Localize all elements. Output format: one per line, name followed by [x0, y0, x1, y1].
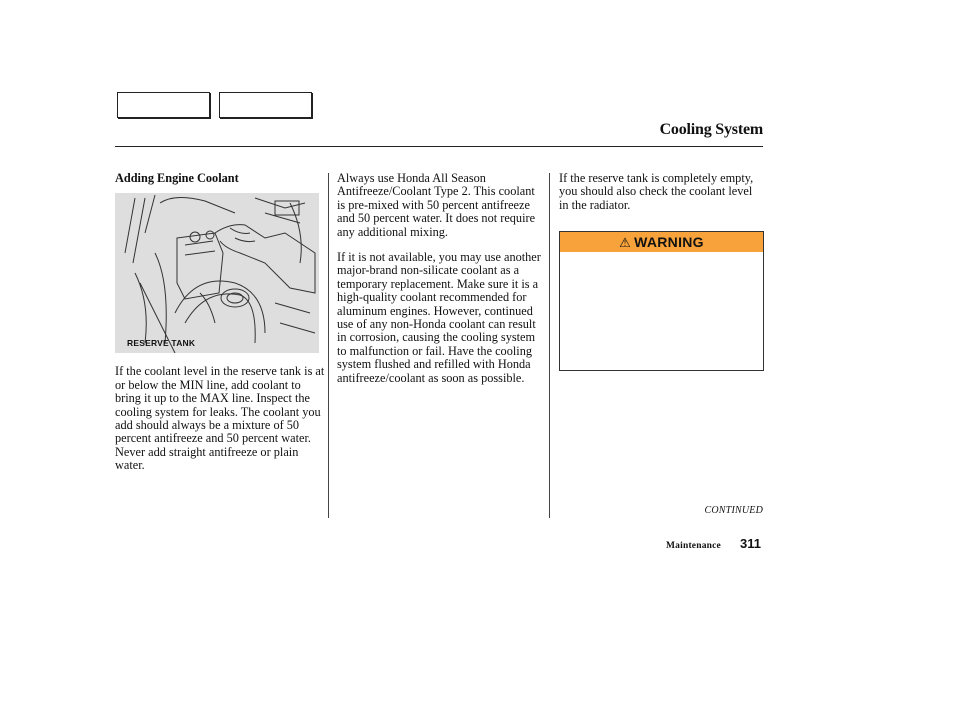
column-3 [559, 172, 764, 371]
section-heading: Adding Engine Coolant [115, 171, 239, 185]
body-paragraph: If the reserve tank is completely empty, you should also check the coolant level in the radiator. [559, 171, 754, 212]
page-number: 311 [740, 536, 761, 551]
column-2 [337, 172, 545, 397]
nav-button-2[interactable] [219, 92, 312, 118]
column-divider [328, 173, 329, 518]
warning-triangle-icon: ⚠ [619, 234, 632, 250]
engine-bay-drawing [115, 193, 319, 353]
warning-header [560, 232, 763, 252]
warning-box [559, 231, 764, 371]
column-1 [115, 172, 325, 485]
figure-label: RESERVE TANK [127, 338, 196, 348]
continued-label: CONTINUED [704, 505, 763, 516]
column-divider [549, 173, 550, 518]
body-paragraph: If it is not available, you may use another major-brand non-silicate coolant as a temporary replacement. Make sure it is a high-quality coolant recommended for aluminum engines. However, continued use of any non-Honda coolant can result in corrosion, causing the cooling system to malfunction or fail. Have the cooling system flushed and refilled with Honda antifreeze/coolant as soon as possible. [337, 250, 541, 385]
header-rule [115, 146, 763, 147]
nav-button-1[interactable] [117, 92, 210, 118]
body-paragraph: Always use Honda All Season Antifreeze/Coolant Type 2. This coolant is pre-mixed with 50 percent antifreeze and 50 percent water. It does not require any additional mixing. [337, 171, 536, 239]
warning-label: WARNING [634, 233, 704, 250]
page-title: Cooling System [659, 121, 763, 138]
body-paragraph: If the coolant level in the reserve tank is at or below the MIN line, add coolant to bring it up to the MAX line. Inspect the cooling system for leaks. The coolant you add should always be a mixture of 50 percent antifreeze and 50 percent water. Never add straight antifreeze or plain water. [115, 364, 325, 473]
footer-section-name: Maintenance [666, 541, 721, 551]
reserve-tank-illustration [115, 193, 319, 353]
